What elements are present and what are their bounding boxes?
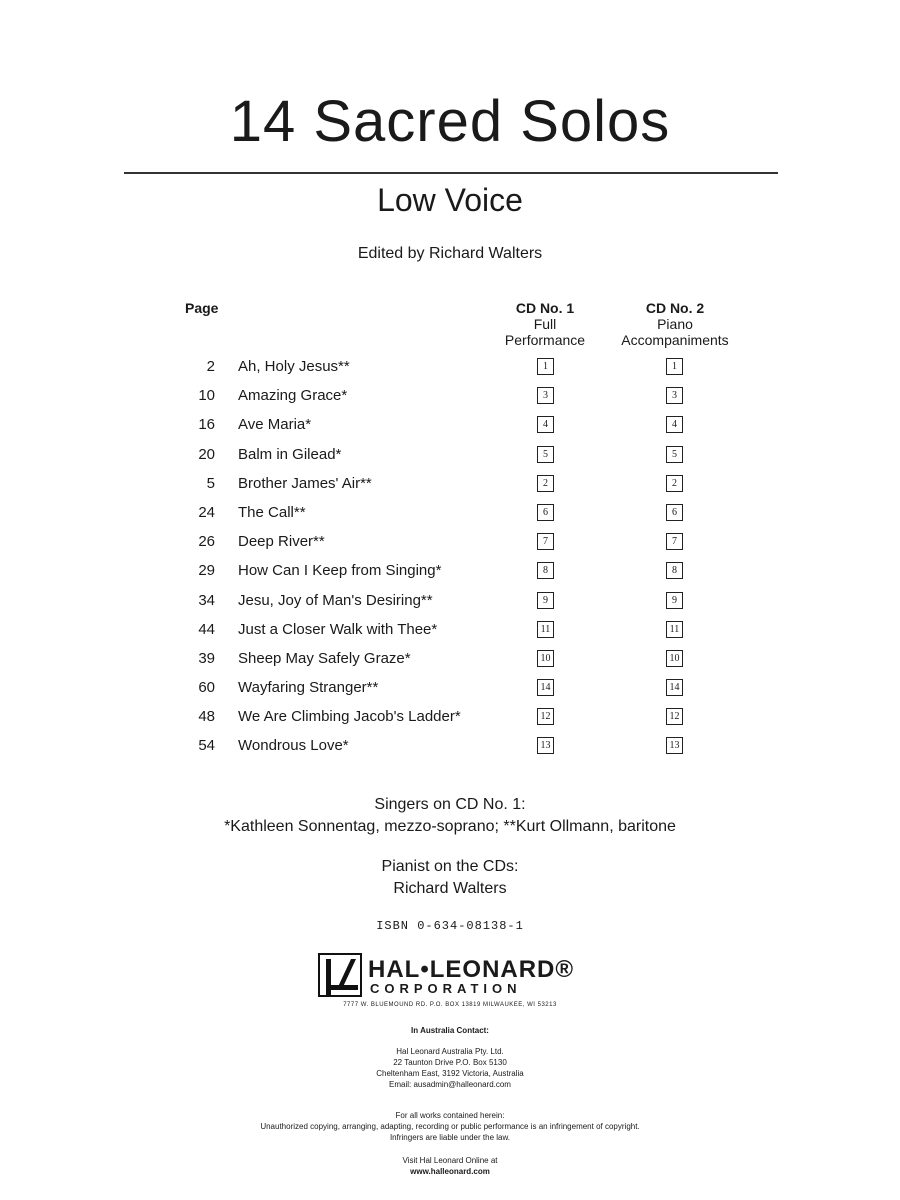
cd1-track-box: 1 [537, 358, 554, 375]
pianist-name: Richard Walters [393, 880, 507, 897]
visit-online [0, 1155, 900, 1177]
song-page: 16 [198, 416, 215, 434]
publisher-logo [318, 953, 588, 998]
list-item [0, 383, 900, 412]
list-item [0, 558, 900, 587]
list-item [0, 733, 900, 762]
song-page: 48 [198, 708, 215, 726]
editor-credit: Edited by Richard Walters [357, 245, 543, 262]
publisher-address: 7777 W. BLUEMOUND RD. P.O. BOX 13819 MILWAUKEE, WI 53213 [343, 1002, 557, 1008]
cd1-track-box: 2 [537, 475, 554, 492]
website-link[interactable]: www.halleonard.com [410, 1167, 490, 1176]
song-title: Sheep May Safely Graze* [238, 649, 411, 667]
cd2-track-box: 6 [666, 504, 683, 521]
cd2-track-box: 4 [666, 416, 683, 433]
australia-email: Email: ausadmin@halleonard.com [389, 1080, 511, 1089]
song-title: Brother James' Air** [238, 474, 372, 492]
song-page: 20 [198, 445, 215, 463]
cd2-track-box: 12 [666, 708, 683, 725]
copyright-line: For all works contained herein: [395, 1111, 505, 1120]
song-page: 2 [206, 358, 215, 375]
cd1-track-box: 3 [537, 387, 554, 404]
song-page: 60 [198, 679, 215, 697]
list-item [0, 646, 900, 675]
list-item [0, 617, 900, 646]
title-rule [124, 172, 778, 174]
song-page: 24 [198, 503, 215, 521]
visit-text: Visit Hal Leonard Online at [402, 1156, 498, 1165]
cd1-header-sub: Full Performance [504, 316, 586, 348]
cd2-column-header [610, 300, 740, 348]
song-title: Amazing Grace* [238, 387, 348, 405]
hal-leonard-logo-icon [318, 953, 362, 997]
australia-line: 22 Taunton Drive P.O. Box 5130 [393, 1058, 507, 1067]
cd1-track-box: 5 [537, 446, 554, 463]
subtitle: Low Voice [377, 182, 523, 218]
publisher-corp: CORPORATION [370, 981, 522, 996]
list-item [0, 471, 900, 500]
cd2-header-sub: Piano Accompaniments [621, 316, 729, 348]
cd2-track-box: 8 [666, 562, 683, 579]
page-title: 14 Sacred Solos [229, 89, 671, 154]
singers-names: *Kathleen Sonnentag, mezzo-soprano; **Kurt Ollmann, baritone [224, 818, 676, 835]
song-title: How Can I Keep from Singing* [238, 562, 442, 580]
cd1-track-box: 14 [537, 679, 554, 696]
australia-heading: In Australia Contact: [411, 1026, 489, 1035]
cd1-track-box: 10 [537, 650, 554, 667]
song-title: The Call** [238, 503, 306, 521]
cd1-track-box: 4 [537, 416, 554, 433]
copyright-line: Unauthorized copying, arranging, adapting, recording or public performance is an infringement of copyright. [260, 1122, 640, 1131]
song-title: Jesu, Joy of Man's Desiring** [238, 591, 433, 609]
song-page: 29 [198, 562, 215, 580]
publisher-name: HAL•LEONARD® [368, 956, 575, 983]
list-item [0, 588, 900, 617]
australia-contact [0, 1046, 900, 1090]
song-page: 44 [198, 620, 215, 638]
list-item [0, 500, 900, 529]
cd2-track-box: 3 [666, 387, 683, 404]
song-list [0, 354, 900, 763]
song-page: 39 [198, 649, 215, 667]
song-title: Ah, Holy Jesus** [238, 358, 350, 375]
cd2-track-box: 11 [666, 621, 683, 638]
australia-line: Cheltenham East, 3192 Victoria, Australia [376, 1069, 524, 1078]
song-title: Ave Maria* [238, 416, 312, 434]
cd2-track-box: 5 [666, 446, 683, 463]
list-item [0, 412, 900, 441]
cd2-track-box: 2 [666, 475, 683, 492]
cd1-track-box: 9 [537, 592, 554, 609]
cd2-track-box: 9 [666, 592, 683, 609]
list-item [0, 529, 900, 558]
song-title: Wayfaring Stranger** [238, 679, 379, 697]
cd2-header-label: CD No. 2 [645, 300, 705, 316]
cd2-track-box: 7 [666, 533, 683, 550]
cd2-track-box: 14 [666, 679, 683, 696]
cd1-track-box: 6 [537, 504, 554, 521]
pianist-credit [0, 856, 900, 900]
list-item [0, 354, 900, 383]
singers-credit [0, 794, 900, 838]
cd2-track-box: 1 [666, 358, 683, 375]
song-page: 26 [198, 533, 215, 551]
copyright-notice [0, 1110, 900, 1143]
song-page: 54 [198, 737, 215, 755]
song-title: Just a Closer Walk with Thee* [238, 620, 438, 638]
song-title: Balm in Gilead* [238, 445, 342, 463]
page-column-header: Page [185, 300, 219, 316]
singers-heading: Singers on CD No. 1: [374, 796, 526, 813]
cd1-header-label: CD No. 1 [515, 300, 575, 316]
song-title: Deep River** [238, 533, 325, 551]
cd2-track-box: 10 [666, 650, 683, 667]
cd1-column-header [495, 300, 595, 348]
cd1-track-box: 8 [537, 562, 554, 579]
song-page: 34 [198, 591, 215, 609]
pianist-heading: Pianist on the CDs: [381, 858, 519, 875]
list-item [0, 704, 900, 733]
song-page: 5 [206, 474, 215, 492]
song-title: Wondrous Love* [238, 737, 349, 755]
copyright-line: Infringers are liable under the law. [389, 1133, 511, 1142]
isbn: ISBN 0-634-08138-1 [376, 919, 524, 933]
song-title: We Are Climbing Jacob's Ladder* [238, 708, 461, 726]
song-page: 10 [198, 387, 215, 405]
list-item [0, 442, 900, 471]
australia-line: Hal Leonard Australia Pty. Ltd. [396, 1047, 504, 1056]
cd1-track-box: 7 [537, 533, 554, 550]
cd2-track-box: 13 [666, 737, 683, 754]
cd1-track-box: 11 [537, 621, 554, 638]
cd1-track-box: 12 [537, 708, 554, 725]
list-item [0, 675, 900, 704]
cd1-track-box: 13 [537, 737, 554, 754]
